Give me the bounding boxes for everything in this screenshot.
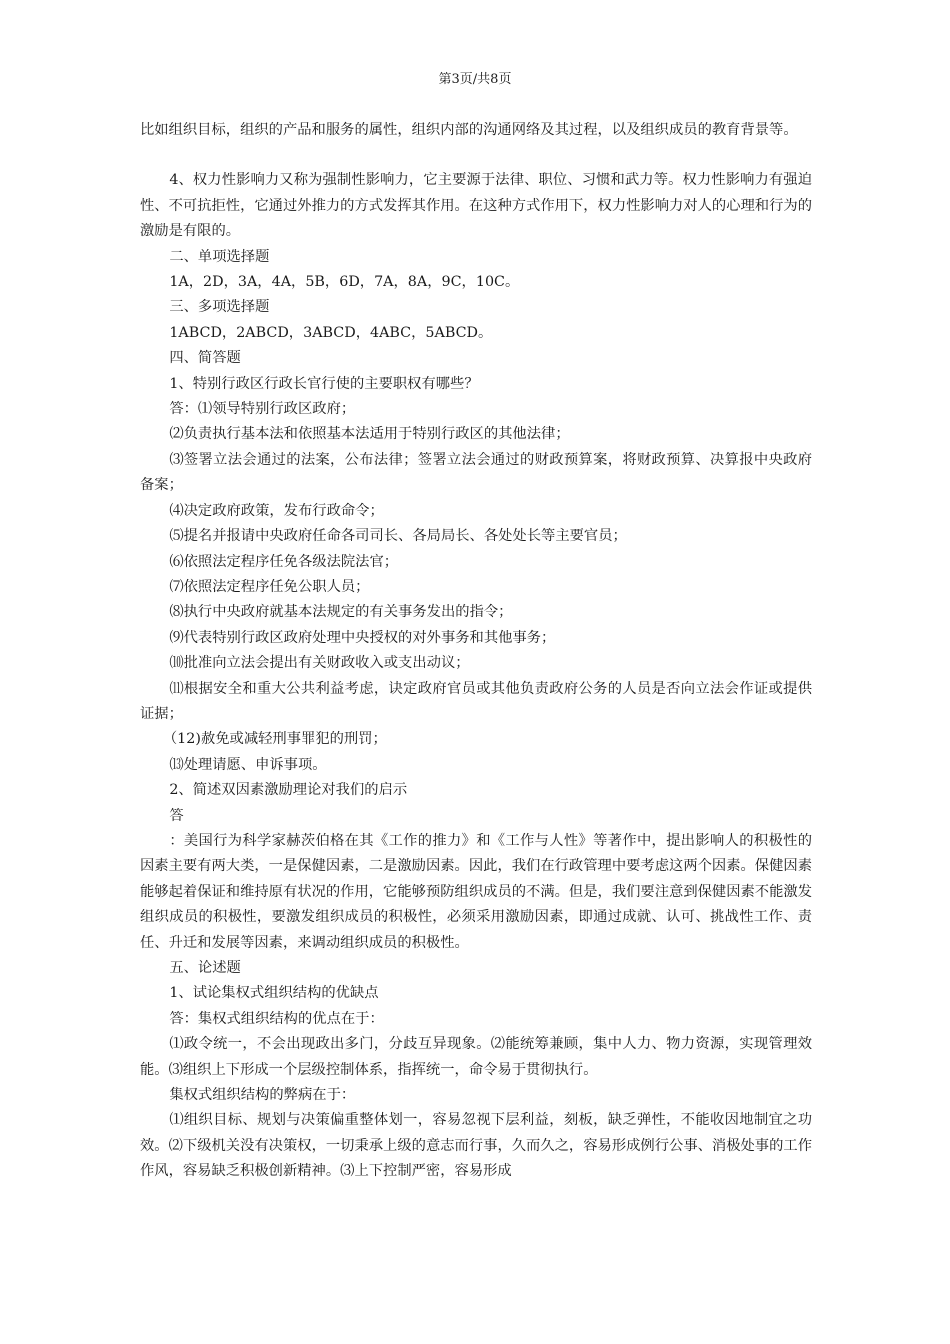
answer-item: （12)赦免或减轻刑事罪犯的刑罚； [162,731,387,748]
question: 1、试论集权式组织结构的优缺点 [169,985,379,1002]
answer-item: ⑶签署立法会通过的法案，公布法律；签署立法会通过的财政预算案，将财政预算、决算报中央政府备案； [140,451,812,494]
answer-line: 1A，2D，3A，4A，5B，6D，7A，8A，9C，10C。 [169,274,520,291]
answer-item: ⑻执行中央政府就基本法规定的有关事务发出的指令； [169,604,513,621]
answer-intro: 答：集权式组织结构的优点在于： [169,1010,384,1027]
page-number-header: 第3页/共8页 [438,72,512,87]
answer-item: ⑸提名并报请中央政府任命各司司长、各局局长、各处处长等主要官员； [169,528,627,545]
section-heading: 三、多项选择题 [169,299,270,316]
answer-line: 1ABCD，2ABCD，3ABCD，4ABC，5ABCD。 [169,324,493,341]
question: 2、简述双因素激励理论对我们的启示 [169,782,408,799]
answer-item: ⒀处理请愿、申诉事项。 [169,756,327,773]
question: 1、特别行政区行政长官行使的主要职权有哪些？ [169,375,479,392]
answer-item: 答：⑴领导特别行政区政府； [169,401,356,418]
answer-item: ⑷决定政府政策，发布行政命令； [169,502,384,519]
paragraph: 比如组织目标，组织的产品和服务的属性，组织内部的沟通网络及其过程，以及组织成员的教育背景等。 [140,122,798,138]
paragraph: 4、权力性影响力又称为强制性影响力，它主要源于法律、职位、习惯和武力等。权力性影响力有强迫性、不可抗拒性，它通过外推力的方式发挥其作用。在这种方式作用下，权力性影响力对人的心理和行为的激励是有限的。 [140,172,812,240]
answer-item: ⑵负责执行基本法和依照基本法适用于特别行政区的其他法律； [169,426,570,443]
section-heading: 五、论述题 [169,960,241,976]
document-body [140,118,812,1185]
section-heading: 四、简答题 [169,350,241,367]
paragraph: 集权式组织结构的弊病在于： [169,1087,356,1104]
paragraph-gap [140,143,812,168]
section-heading: 二、单项选择题 [169,248,270,265]
answer-item: ⑽批准向立法会提出有关财政收入或支出动议； [169,655,470,672]
paragraph: ⑴组织目标、规划与决策偏重整体划一，容易忽视下层利益，刻板，缺乏弹性，不能收因地制宜之功效。⑵下级机关没有决策权，一切秉承上级的意志而行事，久而久之，容易形成例行公事、消极处事的工作作风，容易缺乏积极创新精神。⑶上下控制严密，容易形成 [140,1112,812,1180]
answer-label: 答 [169,807,184,824]
answer-item: ⑾根据安全和重大公共利益考虑，诀定政府官员或其他负责政府公务的人员是否向立法会作证或提供证据； [140,680,812,722]
paragraph: ⑴政令统一，不会出现政出多门，分歧互异现象。⑵能统筹兼顾，集中人力、物力资源，实现管理效能。⑶组织上下形成一个层级控制体系，指挥统一，命令易于贯彻执行。 [140,1036,812,1078]
answer-item: ⑼代表特别行政区政府处理中央授权的对外事务和其他事务； [169,629,556,646]
answer-item: ⑹依照法定程序任免各级法院法官； [169,553,399,570]
answer-item: ⑺依照法定程序任免公职人员； [169,578,370,595]
paragraph: ：美国行为科学家赫茨伯格在其《工作的推力》和《工作与人性》等著作中，提出影响人的积极性的因素主要有两大类，一是保健因素，二是激励因素。因此，我们在行政管理中要考虑这两个因素。保健因素能够起着保证和维持原有状况的作用，它能够预防组织成员的不满。但是，我们要注意到保健因素不能激发组织成员的积极性，要激发组织成员的积极性，必须采用激励因素，即通过成就、认可、挑战性工作、责任、升迁和发展等因素，来调动组织成员的积极性。 [140,832,812,951]
